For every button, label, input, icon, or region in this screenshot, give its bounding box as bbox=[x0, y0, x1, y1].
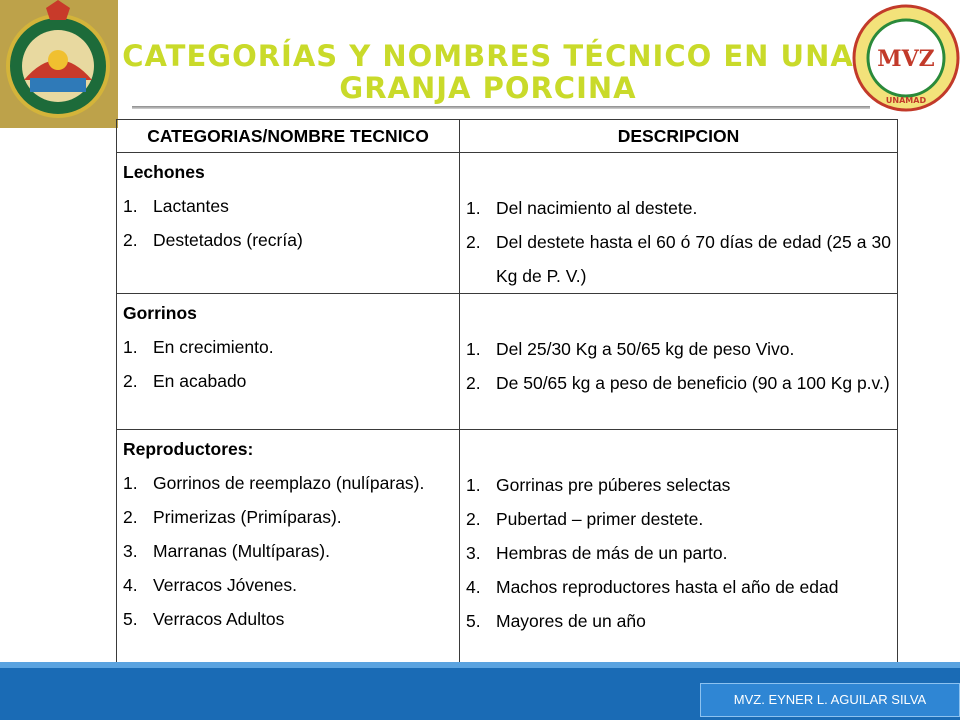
category-cell bbox=[117, 430, 460, 668]
list-item bbox=[466, 536, 891, 570]
category-cell bbox=[117, 153, 460, 294]
item-number: 4. bbox=[123, 575, 138, 595]
item-text: Destetados (recría) bbox=[153, 230, 303, 250]
description-cell bbox=[460, 153, 898, 294]
list-item bbox=[123, 500, 453, 534]
title-divider bbox=[132, 106, 870, 109]
logo-mvz-text: MVZ bbox=[877, 46, 935, 72]
list-item bbox=[466, 366, 891, 400]
list-item bbox=[123, 568, 453, 602]
list-item bbox=[123, 189, 453, 223]
list-item bbox=[466, 191, 891, 225]
item-number: 2. bbox=[123, 371, 138, 391]
item-number: 2. bbox=[466, 373, 481, 393]
item-text: Verracos Adultos bbox=[153, 609, 285, 629]
list-item bbox=[466, 604, 891, 638]
item-text: Gorrinas pre púberes selectas bbox=[496, 475, 731, 495]
table-row bbox=[117, 153, 898, 294]
item-number: 5. bbox=[123, 609, 138, 629]
item-number: 4. bbox=[466, 577, 481, 597]
list-item bbox=[466, 225, 891, 293]
table-header-row bbox=[117, 120, 898, 153]
list-item bbox=[466, 502, 891, 536]
author-footer: MVZ. EYNER L. AGUILAR SILVA bbox=[700, 683, 960, 717]
item-number: 1. bbox=[123, 196, 138, 216]
item-text: Machos reproductores hasta el año de edad bbox=[496, 577, 839, 597]
item-number: 3. bbox=[123, 541, 138, 561]
item-text: Lactantes bbox=[153, 196, 229, 216]
item-number: 2. bbox=[466, 232, 481, 252]
description-cell bbox=[460, 430, 898, 668]
description-cell bbox=[460, 294, 898, 430]
table-row bbox=[117, 430, 898, 668]
table-row bbox=[117, 294, 898, 430]
list-item bbox=[123, 223, 453, 257]
list-item bbox=[123, 466, 453, 500]
item-text: Hembras de más de un parto. bbox=[496, 543, 728, 563]
item-number: 1. bbox=[123, 337, 138, 357]
header-description: DESCRIPCION bbox=[460, 120, 898, 153]
item-text: Primerizas (Primíparas). bbox=[153, 507, 342, 527]
university-seal-logo bbox=[0, 0, 118, 128]
item-text: Del 25/30 Kg a 50/65 kg de peso Vivo. bbox=[496, 339, 795, 359]
item-number: 2. bbox=[123, 230, 138, 250]
item-number: 1. bbox=[466, 198, 481, 218]
item-text: De 50/65 kg a peso de beneficio (90 a 100 Kg p.v.) bbox=[496, 373, 890, 393]
list-item bbox=[466, 570, 891, 604]
list-item bbox=[466, 332, 891, 366]
item-number: 1. bbox=[466, 475, 481, 495]
category-name: Gorrinos bbox=[123, 303, 197, 323]
category-name: Reproductores: bbox=[123, 439, 254, 459]
header-categories: CATEGORIAS/NOMBRE TECNICO bbox=[117, 120, 460, 153]
item-number: 2. bbox=[123, 507, 138, 527]
item-number: 2. bbox=[466, 509, 481, 529]
list-item bbox=[466, 468, 891, 502]
list-item bbox=[123, 364, 453, 398]
page-title: CATEGORÍAS Y NOMBRES TÉCNICO EN UNA GRANJA PORCINA bbox=[122, 39, 854, 105]
item-text: En crecimiento. bbox=[153, 337, 274, 357]
logo-unamad-text: UNAMAD bbox=[885, 96, 927, 105]
list-item bbox=[123, 330, 453, 364]
item-text: Del nacimiento al destete. bbox=[496, 198, 698, 218]
category-cell bbox=[117, 294, 460, 430]
item-text: En acabado bbox=[153, 371, 247, 391]
list-item bbox=[123, 602, 453, 636]
item-text: Gorrinos de reemplazo (nulíparas). bbox=[153, 473, 425, 493]
mvz-faculty-logo bbox=[852, 0, 960, 118]
item-number: 5. bbox=[466, 611, 481, 631]
item-text: Pubertad – primer destete. bbox=[496, 509, 704, 529]
item-number: 3. bbox=[466, 543, 481, 563]
item-number: 1. bbox=[466, 339, 481, 359]
item-text: Mayores de un año bbox=[496, 611, 646, 631]
item-text: Marranas (Multíparas). bbox=[153, 541, 330, 561]
category-name: Lechones bbox=[123, 162, 205, 182]
item-text: Del destete hasta el 60 ó 70 días de edad (25 a 30 Kg de P. V.) bbox=[496, 232, 891, 286]
item-number: 1. bbox=[123, 473, 138, 493]
item-text: Verracos Jóvenes. bbox=[153, 575, 297, 595]
list-item bbox=[123, 534, 453, 568]
categories-table bbox=[116, 119, 898, 668]
